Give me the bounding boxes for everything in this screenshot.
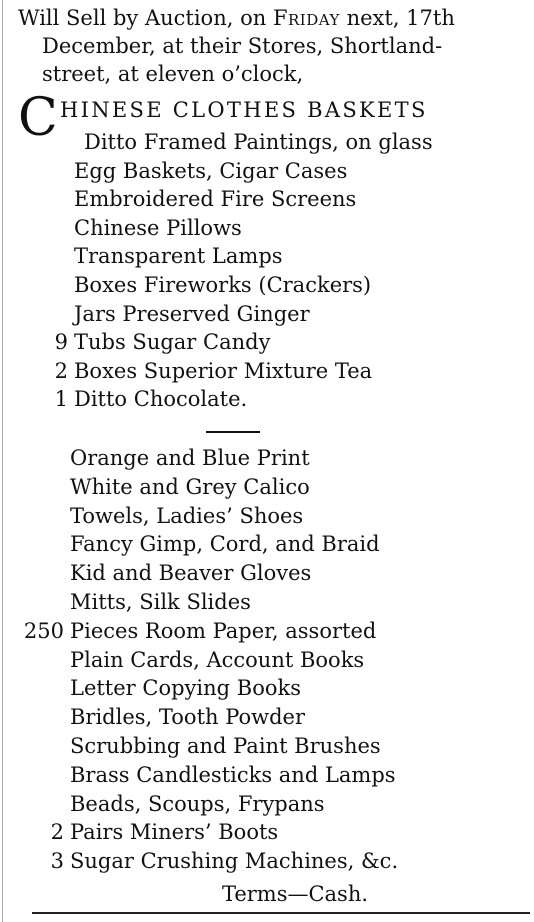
item-line: Letter Copying Books bbox=[70, 676, 301, 701]
item-line: Pairs Miners’ Boots bbox=[70, 820, 279, 845]
intro-line-2: December, at their Stores, Shortland- bbox=[42, 34, 443, 58]
item-quantity: 9 bbox=[54, 330, 68, 355]
item-line: Plain Cards, Account Books bbox=[70, 647, 365, 672]
item-line: Pieces Room Paper, assorted bbox=[70, 618, 377, 643]
item-line: Embroidered Fire Screens bbox=[74, 187, 357, 212]
item-line: White and Grey Calico bbox=[70, 474, 310, 499]
item-line: Mitts, Silk Slides bbox=[70, 590, 251, 614]
bottom-rule bbox=[32, 912, 530, 914]
item-line: Boxes Fireworks (Crackers) bbox=[74, 273, 372, 297]
item-line: Boxes Superior Mixture Tea bbox=[74, 358, 373, 383]
item-quantity: 1 bbox=[54, 387, 68, 412]
item-line: Towels, Ladies’ Shoes bbox=[70, 503, 304, 528]
item-line: Orange and Blue Print bbox=[70, 446, 310, 470]
item-line: Bridles, Tooth Powder bbox=[70, 705, 306, 730]
intro-date: next, 17th bbox=[346, 6, 455, 30]
item-line: Brass Candlesticks and Lamps bbox=[70, 762, 396, 787]
item-line: Fancy Gimp, Cord, and Braid bbox=[70, 532, 380, 557]
intro-will-sell: Will Sell by Auction, on bbox=[18, 6, 267, 30]
item-line: Sugar Crushing Machines, &c. bbox=[70, 849, 399, 874]
intro-line-1 bbox=[18, 4, 528, 32]
item-line: Transparent Lamps bbox=[74, 244, 283, 269]
auction-intro bbox=[18, 4, 528, 88]
item-line: Tubs Sugar Candy bbox=[74, 330, 271, 355]
item-line: Jars Preserved Ginger bbox=[74, 301, 310, 326]
item-quantity: 3 bbox=[50, 849, 64, 874]
item-line: Chinese Pillows bbox=[74, 215, 242, 240]
item-quantity: 2 bbox=[54, 358, 68, 383]
column-rule bbox=[2, 0, 3, 922]
item-line: Ditto Framed Paintings, on glass bbox=[84, 130, 433, 154]
item-line: Beads, Scoups, Frypans bbox=[70, 791, 325, 816]
terms: Terms—Cash. bbox=[221, 882, 369, 906]
headline-dropcap: C bbox=[18, 88, 58, 148]
item-line: Kid and Beaver Gloves bbox=[70, 561, 312, 586]
section-divider bbox=[206, 431, 260, 433]
item-quantity: 250 bbox=[23, 618, 64, 643]
intro-line-3: street, at eleven o’clock, bbox=[42, 62, 304, 86]
headline-text: HINESE CLOTHES BASKETS bbox=[60, 98, 428, 122]
intro-day: Friday bbox=[272, 6, 340, 30]
item-line: Egg Baskets, Cigar Cases bbox=[74, 158, 348, 183]
item-quantity: 2 bbox=[50, 820, 64, 845]
item-line: Ditto Chocolate. bbox=[74, 387, 248, 412]
item-line: Scrubbing and Paint Brushes bbox=[70, 734, 381, 758]
